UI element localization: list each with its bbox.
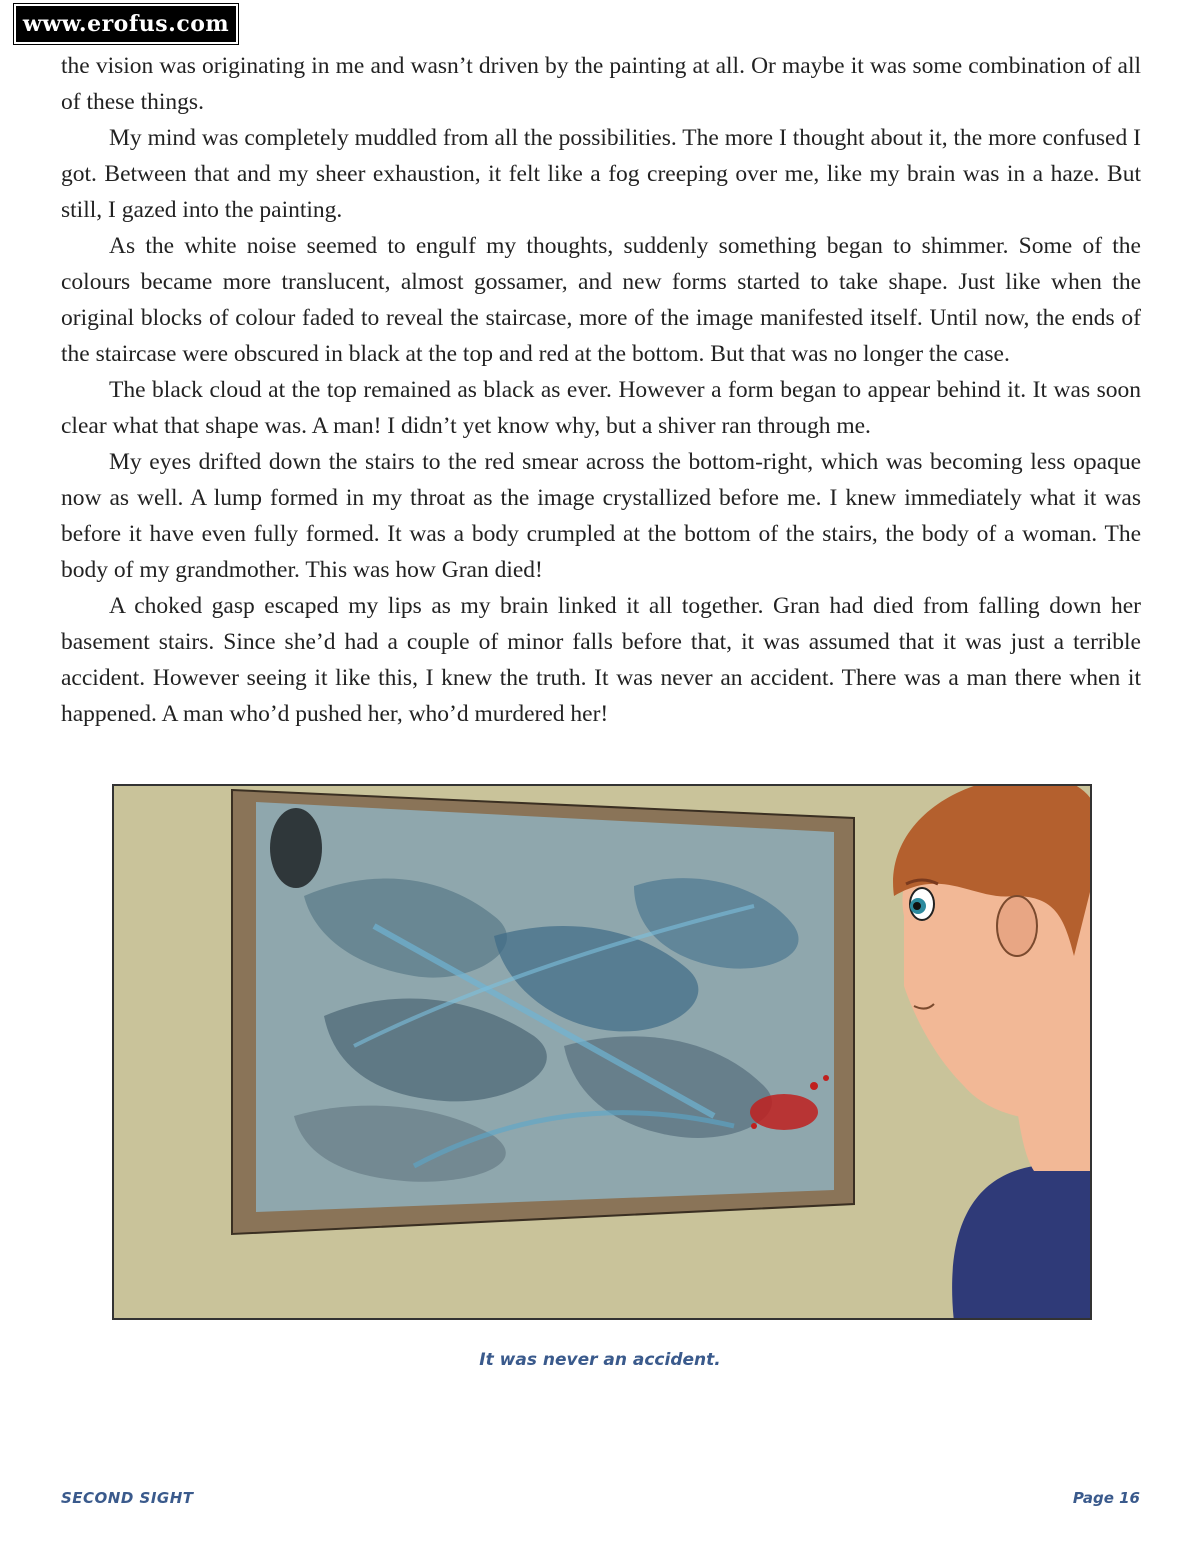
site-watermark: www.erofus.com [14,4,238,44]
paragraph: My mind was completely muddled from all the possibilities. The more I thought about it, the more confused I got. Between that and my sheer exhaustion, it felt like a fog creeping over me, like my brain was in a haze. But still, I gazed into the painting. [61,125,1141,223]
paragraph: The black cloud at the top remained as black as ever. However a form began to appear behind it. It was soon clear what that shape was. A man! I didn’t yet know why, but a shiver ran through me. [61,377,1141,439]
paragraph: the vision was originating in me and wasn’t driven by the painting at all. Or maybe it was some combination of all of these things. [61,53,1141,115]
illustration-art [114,786,1092,1320]
dark-cloud [270,808,322,888]
story-text [61,48,1141,732]
book-title: SECOND SIGHT [61,1489,194,1507]
paragraph: A choked gasp escaped my lips as my brain linked it all together. Gran had died from falling down her basement stairs. Since she’d had a couple of minor falls before that, it was assumed that it was just a terrible accident. However seeing it like this, I knew the truth. It was never an accident. There was a man there when it happened. A man who’d pushed her, who’d murdered her! [61,593,1141,727]
illustration-caption: It was never an accident. [479,1350,721,1370]
page-number: Page 16 [1072,1489,1140,1507]
paragraph: As the white noise seemed to engulf my thoughts, suddenly something began to shimmer. Some of the colours became more translucent, almost gossamer, and new forms started to take shape. Just like when the original blocks of colour faded to reveal the staircase, more of the image manifested itself. Until now, the ends of the staircase were obscured in black at the top and red at the bottom. But that was no longer the case. [61,233,1141,367]
paragraph: My eyes drifted down the stairs to the red smear across the bottom-right, which was becoming less opaque now as well. A lump formed in my throat as the image crystallized before me. I knew immediately what it was before it have even fully formed. It was a body crumpled at the bottom of the stairs, the body of a woman. The body of my grandmother. This was how Gran died! [61,449,1141,583]
illustration-panel [112,784,1092,1320]
red-smear [750,1094,818,1130]
